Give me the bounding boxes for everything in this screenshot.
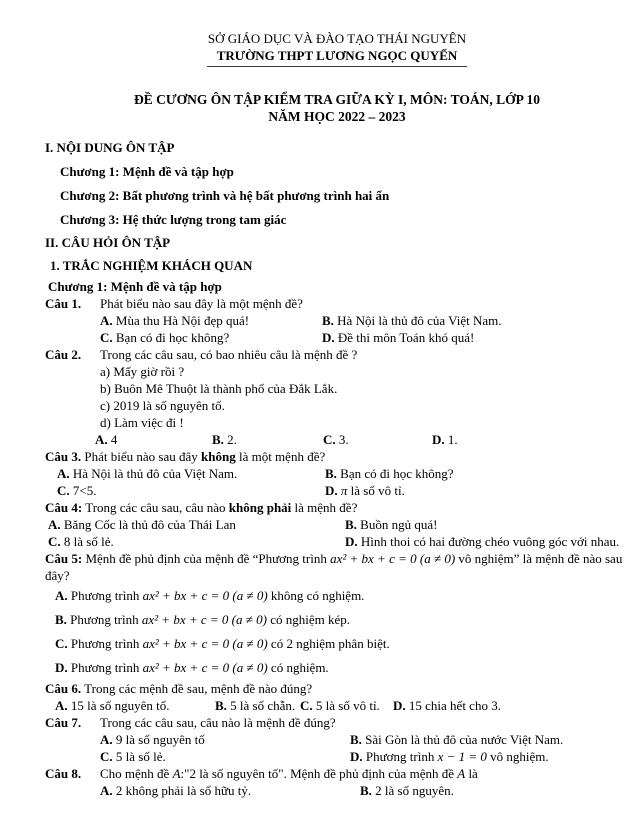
option-D	[432, 431, 629, 448]
text-run: là	[465, 766, 478, 781]
text-run: Bạn có đi học không?	[340, 466, 454, 481]
text-run: Phương trình	[70, 612, 142, 627]
option-key: A.	[95, 432, 108, 447]
options-group	[45, 465, 629, 499]
option-key: A.	[55, 698, 68, 713]
question-4	[45, 499, 629, 550]
option-key: D.	[55, 660, 68, 675]
text-run: 2 là số nguyên.	[375, 783, 454, 798]
option-D	[325, 482, 629, 499]
option-key: C.	[48, 534, 61, 549]
text-run: 8 là số lẻ.	[63, 534, 114, 549]
text-run: Cho mệnh đề	[100, 766, 173, 781]
math-expression: ax² + bx + c = 0 (a ≠ 0)	[141, 612, 267, 627]
question-stem	[45, 550, 629, 584]
option-key: B.	[360, 783, 372, 798]
question-5	[45, 550, 629, 680]
question-label: Câu 7.	[45, 715, 82, 730]
text-run: Phương trình	[70, 636, 143, 651]
text-run: vô nghiệm.	[486, 749, 549, 764]
options-group	[45, 731, 629, 765]
question-stem	[45, 714, 629, 731]
text-run: 1.	[447, 432, 458, 447]
question-subitem: b) Buôn Mê Thuột là thành phố của Đắk Lắk.	[100, 381, 338, 396]
text-run: 2.	[227, 432, 237, 447]
option-A	[100, 782, 360, 799]
option-key: B.	[322, 313, 334, 328]
text-run: Phương trình	[70, 588, 143, 603]
question-stem	[45, 680, 629, 697]
option-key: C.	[323, 432, 336, 447]
school-name-row	[45, 47, 629, 67]
text-run: 5 là số lẻ.	[115, 749, 166, 764]
text-run: 7<5.	[72, 483, 97, 498]
question-3	[45, 448, 629, 499]
department-name: SỞ GIÁO DỤC VÀ ĐÀO TẠO THÁI NGUYÊN	[207, 31, 467, 46]
question-8	[45, 765, 629, 799]
math-expression: A	[172, 766, 181, 781]
option-D	[393, 697, 629, 714]
option-A	[57, 465, 325, 482]
option-key: C.	[100, 749, 113, 764]
math-expression: π	[340, 483, 348, 498]
options-group	[45, 782, 629, 799]
options-group	[45, 312, 629, 346]
text-run: Băng Cốc là thủ đô của Thái Lan	[63, 517, 236, 532]
text-run: Phương trình	[70, 660, 143, 675]
option-key: C.	[300, 698, 313, 713]
question-1	[45, 295, 629, 346]
option-key: A.	[100, 313, 113, 328]
text-run: Đề thi môn Toán khó quá!	[337, 330, 475, 345]
question-7	[45, 714, 629, 765]
question-subitem: d) Làm việc đi !	[100, 415, 184, 430]
text-run: vô nghiệm” là mệnh đề nào sau đây?	[45, 551, 623, 583]
section-1-heading: I. NỘI DUNG ÔN TẬP	[45, 140, 175, 155]
document-header	[45, 30, 629, 125]
option-D	[345, 533, 629, 550]
text-run: Phát biểu nào sau đây	[84, 449, 201, 464]
text-run: Mệnh đề phủ định của mệnh đề “Phương trình	[85, 551, 331, 566]
option-D	[55, 656, 629, 680]
option-C	[55, 632, 629, 656]
option-C	[48, 533, 345, 550]
option-key: C.	[57, 483, 70, 498]
option-A	[55, 584, 629, 608]
option-B	[322, 312, 629, 329]
questions-list	[45, 295, 629, 799]
chapter-item-3: Chương 3: Hệ thức lượng trong tam giác	[60, 212, 287, 227]
question-subitem: c) 2019 là số nguyên tố.	[100, 398, 225, 413]
text-run: 5 là số vô tỉ.	[315, 698, 380, 713]
text-run: Sài Gòn là thủ đô của nước Việt Nam.	[365, 732, 564, 747]
document-title: ĐỀ CƯƠNG ÔN TẬP KIỂM TRA GIỮA KỲ I, MÔN: TOÁN, LỚP 10	[133, 92, 541, 107]
text-run: 3.	[338, 432, 349, 447]
text-run: không	[201, 449, 236, 464]
text-run: Phương trình	[365, 749, 438, 764]
subsection-heading: 1. TRẮC NGHIỆM KHÁCH QUAN	[50, 258, 253, 273]
option-B	[55, 608, 629, 632]
question-stem	[45, 295, 629, 312]
text-run: không có nghiệm.	[267, 588, 365, 603]
option-A	[48, 516, 345, 533]
text-run: 9 là số nguyên tố	[115, 732, 205, 747]
text-run: là mệnh đề?	[291, 500, 358, 515]
text-run: Bạn có đi học không?	[115, 330, 230, 345]
question-label: Câu 1.	[45, 296, 82, 311]
question-2	[45, 346, 629, 448]
text-run: 5 là số chẵn.	[230, 698, 296, 713]
option-key: A.	[48, 517, 61, 532]
math-expression: ax² + bx + c = 0 (a ≠ 0)	[142, 660, 268, 675]
text-run: không phải	[228, 500, 292, 515]
option-key: B.	[55, 612, 67, 627]
option-C	[57, 482, 325, 499]
text-run: 15 chia hết cho 3.	[408, 698, 501, 713]
text-run: có 2 nghiệm phân biệt.	[267, 636, 390, 651]
question-label: Câu 6.	[45, 681, 82, 696]
option-B	[345, 516, 629, 533]
option-key: A.	[100, 732, 113, 747]
option-B	[212, 431, 323, 448]
school-year: NĂM HỌC 2022 – 2023	[268, 109, 406, 124]
question-label: Câu 5:	[45, 551, 83, 566]
option-A	[100, 731, 350, 748]
option-B	[215, 697, 300, 714]
question-stem	[45, 346, 629, 363]
question-subitem: a) Mấy giờ rồi ?	[100, 364, 185, 379]
option-C	[300, 697, 393, 714]
option-key: B.	[350, 732, 362, 747]
option-key: D.	[393, 698, 406, 713]
options-group	[45, 584, 629, 680]
math-expression: ax² + bx + c = 0 (a ≠ 0)	[330, 551, 456, 566]
option-C	[100, 748, 350, 765]
question-label: Câu 4:	[45, 500, 83, 515]
option-B	[360, 782, 629, 799]
option-C	[100, 329, 322, 346]
text-run: :"2 là số nguyên tố". Mệnh đề phủ định của mệnh đề	[180, 766, 458, 781]
section-2-heading: II. CÂU HỎI ÔN TẬP	[45, 235, 171, 250]
question-6	[45, 680, 629, 714]
text-run: Buồn ngủ quá!	[360, 517, 438, 532]
options-group	[45, 516, 629, 550]
option-key: A.	[55, 588, 68, 603]
text-run: Mùa thu Hà Nội đẹp quá!	[115, 313, 250, 328]
text-run: Hà Nội là thủ đô của Việt Nam.	[337, 313, 502, 328]
text-run: 4	[110, 432, 118, 447]
option-key: A.	[57, 466, 70, 481]
question-stem	[45, 448, 629, 465]
text-run: có nghiệm.	[267, 660, 329, 675]
option-key: D.	[322, 330, 335, 345]
math-expression: ax² + bx + c = 0 (a ≠ 0)	[142, 636, 268, 651]
option-key: D.	[350, 749, 363, 764]
school-name: TRƯỜNG THPT LƯƠNG NGỌC QUYẾN	[207, 47, 468, 67]
option-key: C.	[100, 330, 113, 345]
option-key: D.	[345, 534, 358, 549]
question-label: Câu 2.	[45, 347, 82, 362]
option-A	[55, 697, 215, 714]
option-B	[350, 731, 629, 748]
text-run: Trong các câu sau, có bao nhiêu câu là mệnh đề ?	[100, 347, 358, 362]
text-run: Trong các câu sau, câu nào	[85, 500, 229, 515]
math-expression: A	[457, 766, 466, 781]
text-run: Phát biểu nào sau đây là một mệnh đề?	[100, 296, 303, 311]
text-run: Trong các câu sau, câu nào là mệnh đề đúng?	[100, 715, 336, 730]
option-key: B.	[345, 517, 357, 532]
option-key: B.	[325, 466, 337, 481]
question-label: Câu 8.	[45, 766, 82, 781]
question-stem	[45, 499, 629, 516]
question-stem	[45, 765, 629, 782]
option-key: B.	[215, 698, 227, 713]
chapter-item-1: Chương 1: Mệnh đề và tập hợp	[60, 164, 234, 179]
option-key: D.	[325, 483, 338, 498]
option-D	[350, 748, 629, 765]
options-group	[45, 431, 629, 448]
option-key: C.	[55, 636, 68, 651]
chapter-1-heading: Chương 1: Mệnh đề và tập hợp	[48, 279, 222, 294]
text-run: 2 không phải là số hữu tỷ.	[115, 783, 252, 798]
question-label: Câu 3.	[45, 449, 82, 464]
option-A	[95, 431, 212, 448]
text-run: 15 là số nguyên tố.	[70, 698, 170, 713]
option-C	[323, 431, 432, 448]
option-key: B.	[212, 432, 224, 447]
text-run: Hình thoi có hai đường chéo vuông góc với nhau.	[360, 534, 620, 549]
option-key: D.	[432, 432, 445, 447]
chapter-item-2: Chương 2: Bất phương trình và hệ bất phương trình hai ẩn	[60, 188, 390, 203]
text-run: là một mệnh đề?	[235, 449, 326, 464]
math-expression: ax² + bx + c = 0 (a ≠ 0)	[142, 588, 268, 603]
options-group	[45, 697, 629, 714]
option-B	[325, 465, 629, 482]
option-A	[100, 312, 322, 329]
math-expression: x − 1 = 0	[437, 749, 487, 764]
text-run: Trong các mệnh đề sau, mệnh đề nào đúng?	[84, 681, 313, 696]
text-run: Hà Nội là thủ đô của Việt Nam.	[72, 466, 238, 481]
text-run: có nghiệm kép.	[266, 612, 350, 627]
option-key: A.	[100, 783, 113, 798]
text-run: là số vô tỉ.	[347, 483, 405, 498]
option-D	[322, 329, 629, 346]
